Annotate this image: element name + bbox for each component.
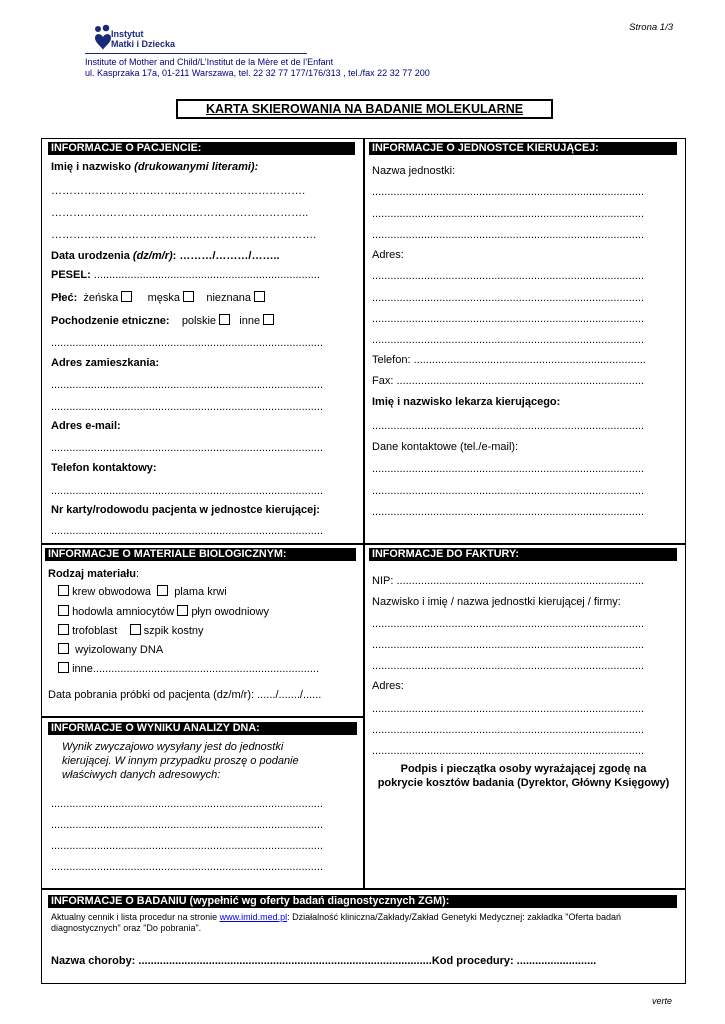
institute-logo-icon	[93, 24, 113, 52]
address-label: Adres zamieszkania:	[51, 357, 160, 369]
imid-website-link[interactable]: www.imid.med.pl	[219, 912, 288, 922]
unit-fax-label: Fax:	[372, 375, 394, 387]
pesel-field[interactable]	[51, 268, 320, 282]
patient-name-label	[51, 160, 258, 174]
material-row-4	[58, 643, 163, 657]
unit-phone-dots: ............................................................................	[410, 354, 646, 366]
result-line-4[interactable]: .........................................................................................	[51, 861, 323, 873]
address-line-1[interactable]: .........................................................................................	[51, 379, 323, 391]
invoice-name-label: Nazwisko i imię / nazwa jednostki kierującej / firmy:	[372, 596, 621, 608]
phone-line[interactable]: .........................................................................................	[51, 485, 323, 497]
email-label: Adres e-mail:	[51, 420, 121, 432]
email-line[interactable]: .........................................................................................	[51, 442, 323, 454]
origin-polish-checkbox[interactable]	[219, 314, 230, 325]
sample-date-field[interactable]: Data pobrania próbki od pacjenta (dz/m/r): ....../......./......	[48, 689, 322, 701]
patient-name-line-2[interactable]: …………………………….…..…………………………..	[51, 207, 309, 219]
doctor-label: Imię i nazwisko lekarza kierującego:	[372, 396, 561, 408]
bone-marrow-label: szpik kostny	[143, 625, 204, 637]
trophoblast-checkbox[interactable]	[58, 624, 69, 635]
origin-polish-label: polskie	[181, 315, 217, 327]
other-material-label: inne	[72, 663, 93, 675]
amniotic-fluid-label: płyn owodniowy	[191, 606, 269, 618]
disease-dots[interactable]: ................................................................................................	[135, 955, 432, 967]
unit-fax-field[interactable]	[372, 374, 674, 388]
material-row-1	[58, 585, 227, 599]
contact-line-1[interactable]: .........................................................................................	[372, 463, 644, 475]
result-line-2[interactable]: .........................................................................................	[51, 819, 323, 831]
patient-header: INFORMACJE O PACJENCIE:	[48, 142, 355, 155]
sex-male-checkbox[interactable]	[183, 291, 194, 302]
contact-line-2[interactable]: .........................................................................................	[372, 485, 644, 497]
invoice-address-line-1[interactable]: .........................................................................................	[372, 703, 644, 715]
sex-row	[51, 291, 265, 305]
address-line-2[interactable]: .........................................................................................	[51, 401, 323, 413]
logo-line1: Instytut	[111, 29, 144, 39]
dob-field[interactable]	[51, 249, 280, 263]
material-row-5	[58, 662, 352, 676]
logo-line2: Matki i Dziecka	[111, 39, 176, 49]
material-row-2	[58, 605, 269, 619]
blood-plasma-checkbox[interactable]	[157, 585, 168, 596]
sex-female-checkbox[interactable]	[121, 291, 132, 302]
result-line-3[interactable]: .........................................................................................	[51, 840, 323, 852]
pesel-dots: ..........................................................................	[90, 269, 320, 281]
invoice-address-line-3[interactable]: .........................................................................................	[372, 745, 644, 757]
result-line-1[interactable]: .........................................................................................	[51, 798, 323, 810]
institute-address: ul. Kasprzaka 17a, 01-211 Warszawa, tel. 22 32 77 177/176/313 , tel./fax 22 32 77 200	[85, 68, 430, 78]
disease-code-row[interactable]	[51, 954, 676, 968]
origin-label: Pochodzenie etniczne:	[51, 315, 170, 327]
record-label: Nr karty/rodowodu pacjenta w jednostce kierującej:	[51, 504, 320, 516]
procedure-code-label: Kod procedury:	[431, 955, 514, 967]
trophoblast-label: trofoblast	[72, 625, 118, 637]
material-type-label	[48, 567, 139, 581]
invoice-name-line-3[interactable]: .........................................................................................	[372, 660, 644, 672]
sex-label: Płeć:	[51, 292, 78, 304]
header-divider	[85, 53, 307, 54]
contact-label: Dane kontaktowe (tel./e-mail):	[372, 441, 519, 453]
peripheral-blood-label: krew obwodowa	[72, 586, 151, 598]
invoice-header: INFORMACJE DO FAKTURY:	[369, 548, 677, 561]
invoice-address-line-2[interactable]: .........................................................................................	[372, 724, 644, 736]
name-label-text: Imię i nazwisko	[51, 161, 132, 173]
origin-other-label: inne	[239, 315, 261, 327]
study-header: INFORMACJE O BADANIU (wypełnić wg oferty badań diagnostycznych ZGM):	[48, 895, 677, 908]
invoice-name-line-1[interactable]: .........................................................................................	[372, 618, 644, 630]
other-material-dots[interactable]: ..........................................................................	[92, 663, 320, 675]
amniotic-fluid-checkbox[interactable]	[177, 605, 188, 616]
form-title: KARTA SKIEROWANIA NA BADANIE MOLEKULARNE	[176, 99, 553, 119]
result-text-1: Wynik zwyczajowo wysyłany jest do jednostki	[62, 741, 284, 753]
origin-row	[51, 314, 274, 328]
contact-line-3[interactable]: .........................................................................................	[372, 506, 644, 518]
verte-label: verte	[651, 996, 672, 1006]
sex-unknown-label: nieznana	[206, 292, 251, 304]
dob-dots: : ………/………/……..	[172, 250, 280, 262]
isolated-dna-label: wyizolowany DNA	[75, 644, 164, 656]
nip-field[interactable]	[372, 574, 674, 588]
page-number: Strona 1/3	[629, 22, 673, 33]
study-note-post: : Działalność kliniczna/Zakłady/Zakład Genetyki Medycznej: zakładka "Oferta badań	[287, 912, 621, 922]
result-text-2: kierującej. W innym przypadku proszę o podanie	[62, 755, 299, 767]
origin-line[interactable]: .........................................................................................	[51, 337, 323, 349]
material-type-text: Rodzaj materiału	[48, 568, 137, 580]
sex-unknown-checkbox[interactable]	[254, 291, 265, 302]
invoice-name-line-2[interactable]: .........................................................................................	[372, 639, 644, 651]
patient-name-line-1[interactable]: ……………………….……..…………………………….	[51, 185, 306, 197]
unit-address-line-4[interactable]: .........................................................................................	[372, 334, 644, 346]
unit-phone-label: Telefon:	[372, 354, 411, 366]
unit-address-label: Adres:	[372, 249, 404, 261]
unit-phone-field[interactable]	[372, 353, 674, 367]
material-type-colon: :	[136, 568, 140, 580]
unit-fax-dots: .................................................................................	[393, 375, 645, 387]
patient-name-line-3[interactable]: …………………………….…..…………………………….	[51, 229, 317, 241]
unit-name-line-2[interactable]: .........................................................................................	[372, 208, 644, 220]
study-note-1	[51, 912, 621, 923]
material-header: INFORMACJE O MATERIALE BIOLOGICZNYM:	[45, 548, 356, 561]
material-row-3	[58, 624, 204, 638]
invoice-address-label: Adres:	[372, 680, 404, 692]
unit-address-line-1[interactable]: .........................................................................................	[372, 270, 644, 282]
blood-plasma-label: plama krwi	[174, 586, 227, 598]
unit-address-line-2[interactable]: .........................................................................................	[372, 292, 644, 304]
origin-other-checkbox[interactable]	[263, 314, 274, 325]
institute-name: Institute of Mother and Child/L’Institut de la Mère et de l’Enfant	[85, 57, 334, 67]
result-text-3: właściwych danych adresowych:	[62, 769, 221, 781]
pesel-label: PESEL:	[51, 269, 91, 281]
signature-caption-2: pokrycie kosztów badania (Dyrektor, Główny Księgowy)	[377, 777, 670, 789]
signature-caption-1: Podpis i pieczątka osoby wyrażającej zgodę na	[400, 763, 647, 775]
doctor-line[interactable]: .........................................................................................	[372, 420, 644, 432]
study-note-2: diagnostycznych" oraz "Do pobrania".	[51, 923, 202, 933]
unit-name-label: Nazwa jednostki:	[372, 165, 456, 177]
dob-label: Data urodzenia	[51, 250, 130, 262]
nip-label: NIP:	[372, 575, 394, 587]
amniocyte-label: hodowla amniocytów	[72, 606, 175, 618]
other-material-checkbox[interactable]	[58, 662, 69, 673]
logo-text	[111, 29, 175, 49]
isolated-dna-checkbox[interactable]	[58, 643, 69, 654]
study-note-pre: Aktualny cennik i lista procedur na stronie	[51, 912, 220, 922]
name-hint-text: (drukowanymi literami):	[134, 161, 259, 173]
sex-female-label: żeńska	[83, 292, 119, 304]
peripheral-blood-checkbox[interactable]	[58, 585, 69, 596]
record-line[interactable]: .........................................................................................	[51, 525, 323, 537]
dob-hint: (dz/m/r)	[132, 250, 173, 262]
unit-name-line-1[interactable]: .........................................................................................	[372, 186, 644, 198]
unit-header: INFORMACJE O JEDNOSTCE KIERUJĄCEJ:	[369, 142, 677, 155]
result-header: INFORMACJE O WYNIKU ANALIZY DNA:	[48, 722, 357, 735]
bone-marrow-checkbox[interactable]	[130, 624, 141, 635]
unit-name-line-3[interactable]: .........................................................................................	[372, 229, 644, 241]
procedure-code-dots[interactable]: ..........................	[513, 955, 597, 967]
amniocyte-checkbox[interactable]	[58, 605, 69, 616]
disease-label: Nazwa choroby:	[51, 955, 136, 967]
phone-label: Telefon kontaktowy:	[51, 462, 157, 474]
nip-dots: .................................................................................	[393, 575, 645, 587]
unit-address-line-3[interactable]: .........................................................................................	[372, 313, 644, 325]
sex-male-label: męska	[147, 292, 181, 304]
